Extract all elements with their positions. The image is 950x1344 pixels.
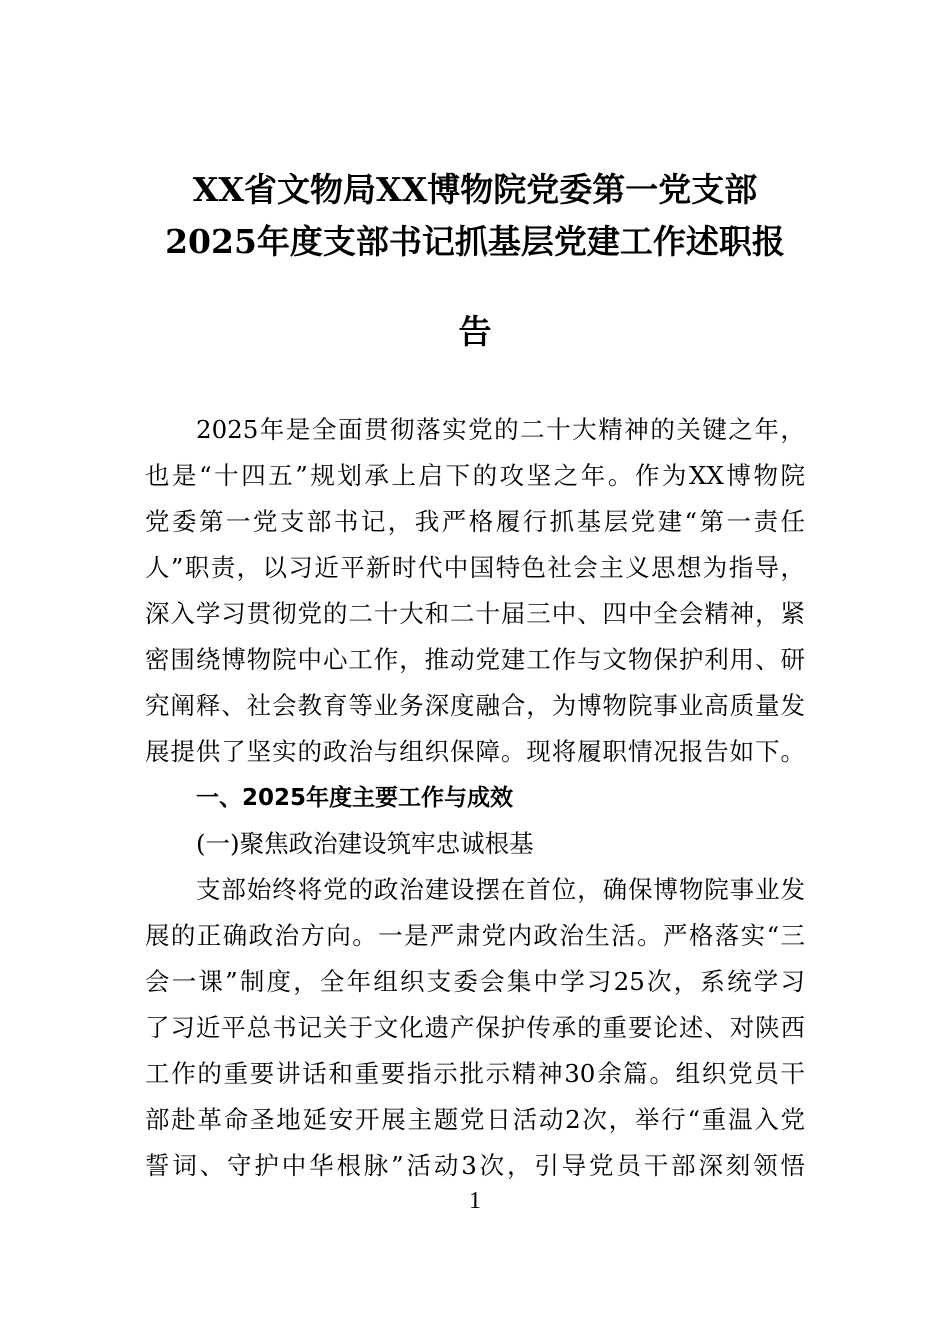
body-paragraph-line: 了习近平总书记关于文化遗产保护传承的重要论述、对陕西 <box>145 1013 805 1042</box>
body-paragraph-line: 会一课”制度，全年组织支委会集中学习25次，系统学习 <box>145 967 805 996</box>
body-paragraph-line: 工作的重要讲话和重要指示批示精神30余篇。组织党员干 <box>145 1059 805 1088</box>
intro-paragraph-line: 密围绕博物院中心工作，推动党建工作与文物保护利用、研 <box>145 645 805 674</box>
body-paragraph-line: 展的正确政治方向。一是严肃党内政治生活。严格落实“三 <box>145 921 805 950</box>
body-paragraph-line: 支部始终将党的政治建设摆在首位，确保博物院事业发 <box>196 875 805 904</box>
intro-paragraph-line: 深入学习贯彻党的二十大和二十届三中、四中全会精神，紧 <box>145 599 805 628</box>
page-number: 1 <box>469 1188 481 1214</box>
intro-paragraph-line: 人”职责，以习近平新时代中国特色社会主义思想为指导， <box>145 553 805 582</box>
intro-paragraph-line: 究阐释、社会教育等业务深度融合，为博物院事业高质量发 <box>145 691 805 720</box>
intro-paragraph-line: 党委第一党支部书记，我严格履行抓基层党建“第一责任 <box>145 507 805 536</box>
section-heading: 一、2025年度主要工作与成效 <box>196 785 514 811</box>
subsection-heading: (一)聚焦政治建设筑牢忠诚根基 <box>196 829 534 858</box>
body-paragraph-line: 部赴革命圣地延安开展主题党日活动2次，举行“重温入党 <box>145 1105 805 1134</box>
body-paragraph-line: 誓词、守护中华根脉”活动3次，引导党员干部深刻领悟 <box>145 1151 805 1180</box>
document-title-line-3: 告 <box>458 312 492 351</box>
intro-paragraph-line: 也是“十四五”规划承上启下的攻坚之年。作为XX博物院 <box>145 461 805 490</box>
document-title-line-1: XX省文物局XX博物院党委第一党支部 <box>192 170 758 209</box>
intro-paragraph-line: 2025年是全面贯彻落实党的二十大精神的关键之年， <box>196 415 805 444</box>
document-title-line-2: 2025年度支部书记抓基层党建工作述职报 <box>165 222 785 261</box>
intro-paragraph-line: 展提供了坚实的政治与组织保障。现将履职情况报告如下。 <box>145 737 805 766</box>
